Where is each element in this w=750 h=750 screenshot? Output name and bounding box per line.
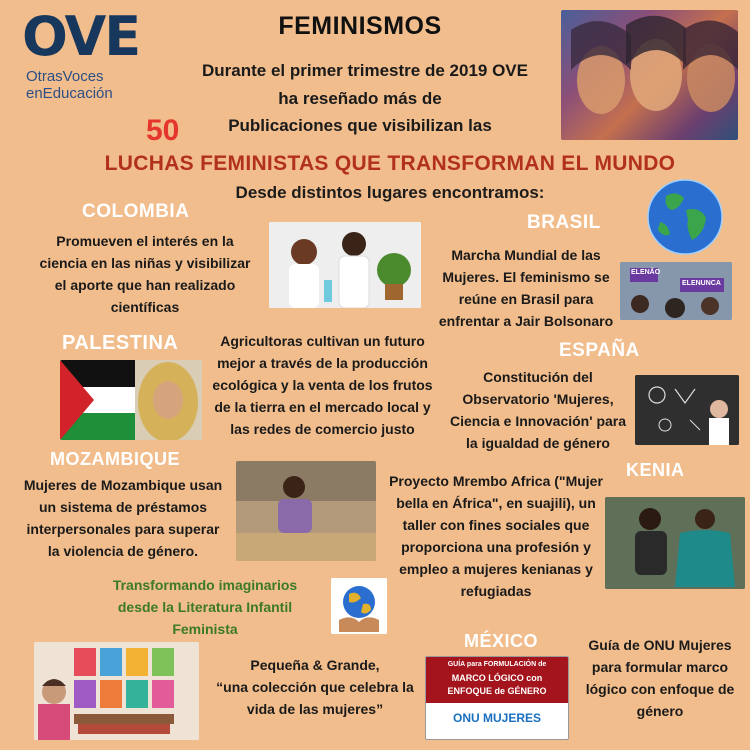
country-palestina: PALESTINA	[62, 332, 179, 354]
text-line: lógico con enfoque de	[585, 681, 735, 697]
kenia-description	[380, 470, 612, 602]
text-line: enfrentar a Jair Bolsonaro	[438, 313, 614, 329]
page-title: FEMINISMOS	[278, 12, 442, 40]
cover-line1: GUÍA para FORMULACIÓN de	[447, 661, 547, 668]
text-line: Feminista	[172, 621, 238, 637]
country-espana: ESPAÑA	[559, 340, 640, 361]
brasil-description	[430, 244, 622, 332]
libro-description	[205, 654, 425, 720]
text-line: refugiadas	[460, 583, 532, 599]
logo-tagline	[26, 68, 113, 102]
intro-line1: Durante el primer trimestre de 2019 OVE	[202, 61, 528, 80]
onu-mujeres-guide-cover	[425, 656, 569, 740]
text-line: reúne en Brasil para	[458, 291, 594, 307]
text-line: Agricultoras cultivan un futuro	[220, 333, 425, 349]
text-line: Proyecto Mrembo Africa ("Mujer	[389, 473, 603, 489]
cover-line3: ENFOQUE de GÉNERO	[447, 686, 547, 696]
publication-count: 50	[146, 114, 180, 147]
mexico-description	[575, 634, 745, 722]
children-books-photo	[34, 642, 199, 740]
intro-line3: Publicaciones que visibilizan las	[228, 116, 492, 135]
text-line: Marcha Mundial de las	[451, 247, 601, 263]
protest-sign-1: ELENÃO	[631, 269, 661, 276]
logo-tagline-line1: OtrasVoces	[26, 68, 104, 85]
text-line: Guía de ONU Mujeres	[588, 637, 732, 653]
text-line: mejor a través de la producción	[217, 355, 428, 371]
text-line: género	[636, 703, 684, 719]
text-line: el aporte que han realizado	[54, 277, 236, 293]
literatura-description	[95, 574, 315, 640]
palestina-farmer-photo	[60, 360, 202, 440]
text-line: Transformando imaginarios	[112, 577, 298, 593]
espana-description	[443, 366, 633, 454]
text-line: bella en África", en suajili), un	[396, 495, 596, 511]
text-line: Mujeres de Mozambique usan	[23, 477, 223, 493]
headline: LUCHAS FEMINISTAS QUE TRANSFORMAN EL MUNDO	[104, 152, 676, 175]
country-brasil: BRASIL	[527, 212, 601, 233]
text-line: proporciona una profesión y	[401, 539, 591, 555]
text-line: científicas	[110, 299, 180, 315]
logo-tagline-line2: enEducación	[26, 85, 113, 102]
text-line: Promueven el interés en la	[56, 233, 234, 249]
globe-icon	[646, 178, 724, 256]
text-line: para formular marco	[591, 659, 729, 675]
text-line: Mujeres. El feminismo se	[442, 269, 610, 285]
text-line: empleo a mujeres kenianas y	[399, 561, 593, 577]
feminist-mural-image	[561, 10, 738, 140]
text-line: Constitución del	[483, 369, 593, 385]
text-line: de la tierra en el mercado local y	[214, 399, 431, 415]
country-kenia: KENIA	[626, 460, 685, 480]
girls-science-photo	[269, 222, 421, 308]
text-line: las redes de comercio justo	[230, 421, 415, 437]
country-mozambique: MOZAMBIQUE	[50, 449, 180, 469]
subheading: Desde distintos lugares encontramos:	[235, 183, 545, 202]
text-line: “una colección que celebra la	[216, 679, 414, 695]
cover-line2: MARCO LÓGICO con	[451, 673, 543, 683]
kenia-women-photo	[605, 497, 745, 589]
ove-logo: OVE	[22, 5, 140, 68]
brasil-protest-photo	[620, 262, 732, 320]
text-line: un sistema de préstamos	[38, 499, 208, 515]
text-line: la violencia de género.	[47, 543, 199, 559]
palestina-description	[205, 330, 440, 440]
text-line: la igualdad de género	[466, 435, 610, 451]
text-line: ecológica y la venta de los frutos	[212, 377, 433, 393]
text-line: ciencia en las niñas y visibilizar	[39, 255, 251, 271]
protest-sign-2: ELENUNCA	[682, 280, 721, 287]
text-line: Observatorio 'Mujeres,	[462, 391, 614, 407]
intro-line2: ha reseñado más de	[278, 89, 442, 108]
colombia-description	[20, 230, 270, 318]
text-line: taller con fines sociales que	[402, 517, 590, 533]
text-line: interpersonales para superar	[26, 521, 220, 537]
text-line: desde la Literatura Infantil	[117, 599, 293, 615]
country-colombia: COLOMBIA	[82, 201, 190, 222]
country-mexico: MÉXICO	[464, 631, 539, 651]
globe-hands-icon	[331, 578, 387, 634]
text-line: Ciencia e Innovación' para	[449, 413, 627, 429]
cover-brand: ONU MUJERES	[452, 711, 541, 725]
text-line: Pequeña & Grande,	[250, 657, 380, 673]
text-line: vida de las mujeres”	[246, 701, 384, 717]
mozambique-description	[8, 474, 238, 562]
mozambique-woman-photo	[236, 461, 376, 561]
espana-science-photo	[635, 375, 739, 445]
